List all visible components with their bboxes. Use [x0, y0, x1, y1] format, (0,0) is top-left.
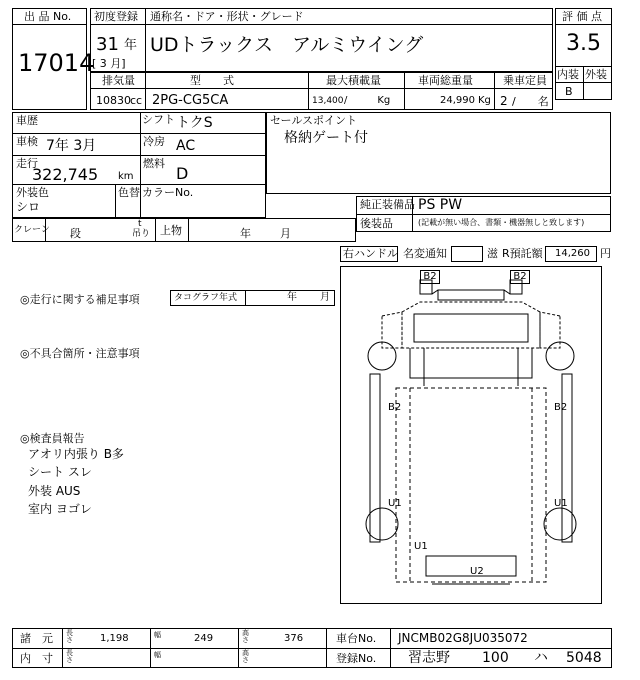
reg-area: 習志野 — [408, 650, 450, 666]
shift-value: トクS — [176, 115, 213, 131]
capacity-label: 乗車定員 — [503, 74, 547, 87]
lot-label: 出 品 No. — [24, 10, 72, 23]
dims-label: 諸 元 — [20, 632, 53, 645]
inspector-label: ◎検査員報告 — [20, 432, 85, 445]
capacity-value: 2 — [500, 94, 508, 108]
damage-mark: B2 — [420, 270, 440, 284]
capacity-unit: / 名 — [512, 95, 549, 108]
damage-mark: B2 — [510, 270, 530, 284]
width-value: 249 — [194, 633, 214, 644]
shift-label: シフト — [142, 113, 175, 126]
reg-class: 100 — [482, 650, 509, 666]
grade-value: 3.5 — [566, 31, 601, 56]
damage-mark: U1 — [554, 498, 568, 509]
inspection-value: 7年 3月 — [46, 138, 97, 154]
tax-label: 滋 — [487, 247, 498, 260]
inner-width-small: 幅 — [154, 651, 161, 659]
damage-mark: B2 — [388, 402, 402, 413]
damage-mark: U1 — [388, 498, 402, 509]
color-change-label: 色替 — [118, 186, 140, 199]
crane-row — [12, 218, 356, 242]
chassis-value: JNCMB02G8JU035072 — [398, 631, 528, 645]
reg-number: 5048 — [566, 650, 602, 666]
history-label: 車歴 — [16, 114, 38, 127]
aftermarket-label: 後装品 — [360, 217, 393, 230]
damage-mark: B2 — [554, 402, 568, 413]
reg-month: [ 3 月] — [92, 57, 126, 70]
name-label: 通称名・ドア・形状・グレード — [150, 10, 304, 23]
inspector-line: 室内 ヨゴレ — [28, 502, 92, 516]
inner-length-small: 長さ — [66, 649, 73, 664]
reg-kana: ハ — [534, 650, 548, 666]
length-small: 長さ — [66, 629, 73, 644]
mileage-unit: km — [118, 171, 134, 182]
ext-color-label: 外装色 — [16, 186, 49, 199]
crane-month: 月 — [280, 227, 291, 240]
max-load-label: 最大積載量 — [326, 74, 381, 87]
displacement-value: 10830 — [96, 94, 131, 107]
equipment-label: 純正装備品 — [360, 198, 415, 211]
inspector-line: 外装 AUS — [28, 484, 81, 498]
exterior-label: 外装 — [585, 68, 607, 81]
crane-ton: 吊り — [132, 229, 151, 239]
drive-side: 右ハンドル — [343, 247, 398, 260]
max-load-value: 13,400 — [312, 96, 344, 106]
equipment-value: PS PW — [418, 197, 463, 213]
crane-ton-top: t — [138, 219, 142, 229]
recycle-label: R預託額 — [502, 247, 543, 260]
fuel-value: D — [176, 164, 189, 183]
interior-grade: B — [565, 85, 573, 98]
tachograph-label: タコグラフ年式 — [174, 293, 238, 303]
gross-weight-label: 車両総重量 — [418, 74, 473, 87]
grade-label: 評 価 点 — [562, 10, 602, 23]
recycle-unit: 円 — [600, 247, 611, 260]
reg-year: 31 — [96, 34, 119, 55]
inner-label: 内 寸 — [20, 652, 53, 665]
registration-label: 登録No. — [336, 652, 377, 665]
model-value: 2PG-CG5CA — [152, 93, 229, 108]
tacho-year: 年 — [287, 292, 297, 303]
fuel-label: 燃料 — [143, 157, 165, 170]
driving-notes-label: ◎走行に関する補足事項 — [20, 293, 140, 306]
vehicle-name: UDトラックス アルミウイング — [150, 34, 424, 56]
inspection-label: 車検 — [16, 135, 38, 148]
inspector-line: シート スレ — [28, 465, 92, 479]
lot-number: 17014 — [18, 49, 95, 77]
aftermarket-note: (記載が無い場合、書類・機器無しと致します) — [418, 218, 585, 227]
recycle-value: 14,260 — [555, 248, 590, 259]
ext-color-value: シロ — [16, 200, 41, 214]
ac-label: 冷房 — [143, 135, 165, 148]
displacement-label: 排気量 — [102, 74, 135, 87]
displacement-unit: cc — [130, 94, 143, 107]
ac-value: AC — [176, 138, 196, 154]
height-small: 高さ — [242, 629, 249, 644]
first-reg-label: 初度登録 — [94, 10, 138, 23]
mileage-value: 322,745 — [32, 165, 99, 184]
height-value: 376 — [284, 633, 304, 644]
inspector-line: アオリ内張り B多 — [28, 447, 124, 461]
inner-height-small: 高さ — [242, 649, 249, 664]
chassis-label: 車台No. — [336, 632, 377, 645]
max-load-unit: / Kg — [344, 95, 391, 106]
truck-diagram-svg — [340, 266, 602, 604]
length-value: 1,198 — [100, 633, 129, 644]
gross-weight-value: 24,990 — [440, 95, 475, 106]
reg-year-unit: 年 — [124, 38, 138, 53]
crane-year: 年 — [240, 227, 251, 240]
crane-mount-label: 上物 — [160, 224, 182, 237]
damage-mark: U1 — [414, 541, 428, 552]
color-no-label: カラーNo. — [142, 186, 194, 199]
interior-label: 内装 — [557, 68, 579, 81]
mileage-label: 走行 — [16, 157, 38, 170]
tacho-month: 月 — [320, 292, 330, 303]
gross-weight-unit: Kg — [478, 95, 491, 106]
crane-stage: 段 — [70, 227, 81, 240]
crane-label: クレーン — [14, 225, 50, 235]
defects-label: ◎不具合箇所・注意事項 — [20, 347, 140, 360]
name-change-box — [451, 246, 483, 262]
name-change-label: 名変通知 — [403, 247, 447, 260]
sales-point-value: 格納ゲート付 — [284, 130, 368, 146]
model-label: 型 式 — [190, 74, 234, 87]
damage-mark: U2 — [470, 566, 484, 577]
sales-point-label: セールスポイント — [270, 114, 358, 127]
width-small: 幅 — [154, 631, 161, 639]
